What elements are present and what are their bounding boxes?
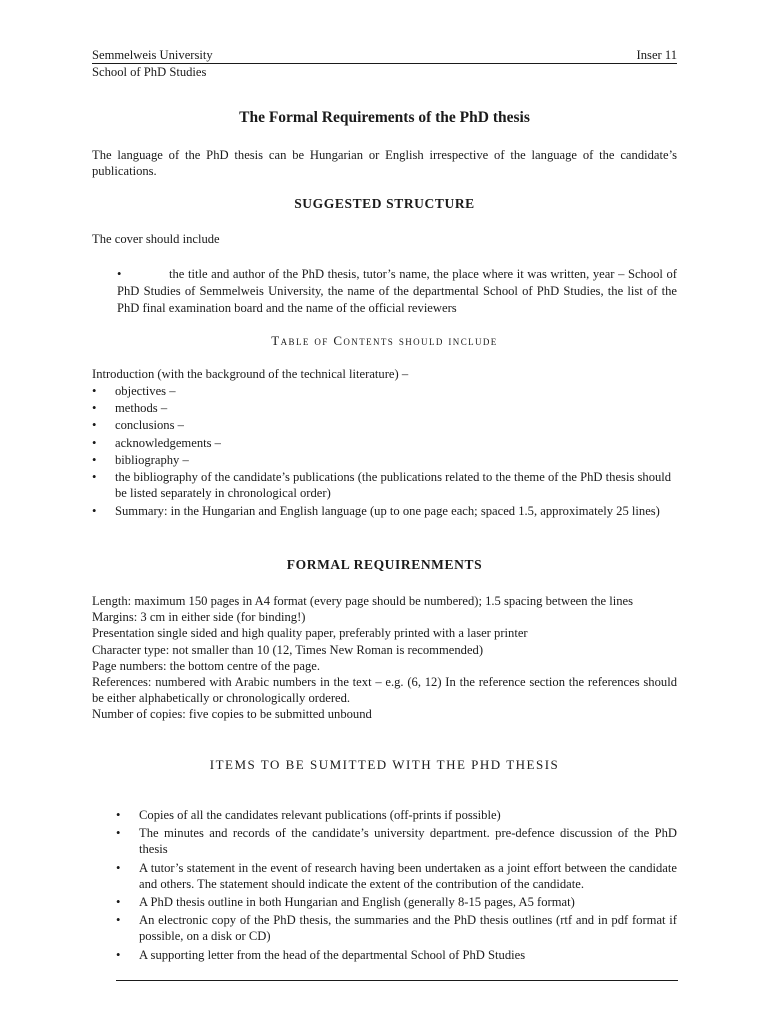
formal-line: Margins: 3 cm in either side (for binding!) (92, 610, 306, 625)
list-item: • Summary: in the Hungarian and English language (up to one page each; spaced 1.5, approximately 25 lines) (92, 503, 677, 519)
list-item: • conclusions – (92, 417, 677, 434)
formal-line: References: numbered with Arabic numbers in the text – e.g. (6, 12) In the reference section the references should be either alphabetically or chronologically ordered. (92, 675, 677, 706)
header-code: Inser 11 (636, 48, 677, 62)
formal-line: Length: maximum 150 pages in A4 format (every page should be numbered); 1.5 spacing between the lines (92, 594, 634, 608)
bullet-icon: • (117, 267, 122, 281)
intro-paragraph: The language of the PhD thesis can be Hungarian or English irrespective of the language of the candidate’s publications. (92, 148, 677, 179)
bottom-rule (116, 980, 678, 981)
cover-list-item (117, 266, 677, 317)
list-item: • A PhD thesis outline in both Hungarian and English (generally 8-15 pages, A5 format) (92, 894, 677, 910)
submit-items-list (92, 807, 677, 965)
list-item: • acknowledgements – (92, 435, 677, 452)
formal-line: Page numbers: the bottom centre of the page. (92, 658, 321, 673)
list-item: • objectives – (92, 383, 677, 400)
list-item: • The minutes and records of the candidate’s university department. pre-defence discussion of the PhD thesis (92, 825, 677, 857)
toc-heading: Table of Contents should include (271, 333, 498, 348)
formal-line: Character type: not smaller than 10 (12, Times New Roman is recommended) (92, 642, 484, 657)
page-header (92, 47, 677, 63)
list-item: • A tutor’s statement in the event of research having been undertaken as a joint effort between the candidate and others. The statement should indicate the extent of the contribution of the candidate. (92, 860, 677, 892)
list-item: • A supporting letter from the head of the departmental School of PhD Studies (92, 947, 677, 963)
formal-requirements-heading: FORMAL REQUIRENMENTS (286, 557, 483, 572)
list-item: • bibliography – (92, 452, 677, 469)
toc-intro: Introduction (with the background of the technical literature) – (92, 367, 409, 381)
document-title: The Formal Requirements of the PhD thesis (239, 109, 530, 126)
formal-requirements-body (92, 593, 677, 723)
list-item: • Copies of all the candidates relevant publications (off-prints if possible) (92, 807, 677, 823)
suggested-structure-heading: SUGGESTED STRUCTURE (294, 196, 475, 211)
header-school: School of PhD Studies (92, 65, 207, 79)
list-item: • methods – (92, 400, 677, 417)
list-item: • An electronic copy of the PhD thesis, the summaries and the PhD thesis outlines (rtf and in pdf format if possible, on a disk or CD) (92, 912, 677, 944)
items-to-submit-heading: ITEMS TO BE SUMITTED WITH THE PHD THESIS (209, 757, 560, 772)
header-university: Semmelweis University (92, 48, 213, 62)
formal-line: Presentation single sided and high quality paper, preferably printed with a laser printer (92, 626, 528, 641)
toc-list (92, 383, 677, 520)
formal-line: Number of copies: five copies to be submitted unbound (92, 707, 372, 722)
cover-intro: The cover should include (92, 232, 220, 246)
cover-item-text: the title and author of the PhD thesis, tutor’s name, the place where it was written, year – School of PhD Studies of Semmelweis University, the name of the departmental School of PhD Studies, the list of the PhD final examination board and the name of the official reviewers (117, 267, 677, 315)
list-item: • the bibliography of the candidate’s publications (the publications related to the theme of the PhD thesis should be listed separately in chronological order) (92, 469, 677, 501)
